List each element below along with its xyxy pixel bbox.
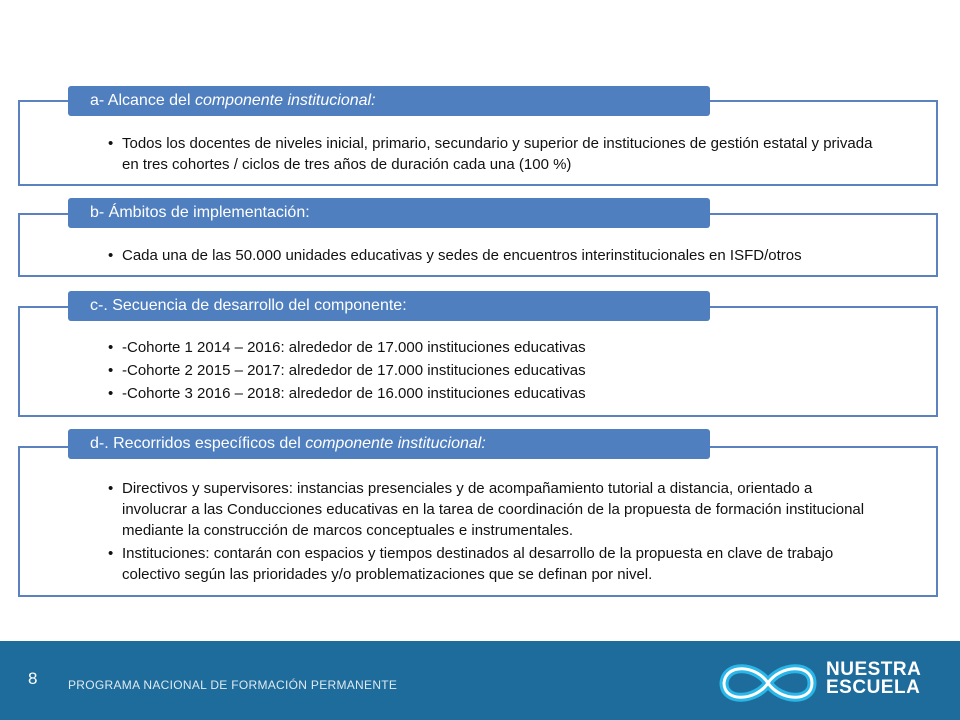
- list-item: • -Cohorte 3 2016 – 2018: alrededor de 16.000 instituciones educativas: [104, 383, 876, 404]
- section-c-box: [18, 306, 938, 417]
- section-a-list: [104, 133, 876, 175]
- list-item: • Instituciones: contarán con espacios y tiempos destinados al desarrollo de la propuesta en clave de trabajo colectivo según las prioridades y/o problematizaciones que se definan por nivel.: [104, 543, 876, 585]
- list-item: • -Cohorte 2 2015 – 2017: alrededor de 17.000 instituciones educativas: [104, 360, 876, 381]
- section-a-header-text: a- Alcance del: [90, 92, 195, 109]
- list-item: • Directivos y supervisores: instancias presenciales y de acompañamiento tutorial a distancia, orientado a involucrar a las Conducciones educativas en la tarea de coordinación de la propuesta de formación institucional mediante la construcción de marcos conceptuales e instrumentales.: [104, 478, 876, 541]
- section-d-list: [104, 478, 876, 585]
- infinity-icon: [716, 655, 820, 716]
- list-item: • Todos los docentes de niveles inicial, primario, secundario y superior de instituciones de gestión estatal y privada en tres cohortes / ciclos de tres años de duración cada una (100 %): [104, 133, 876, 175]
- section-b-list: [104, 245, 876, 266]
- logo-line-1: NUESTRA: [826, 659, 922, 680]
- page-number: 8: [28, 669, 38, 688]
- list-item: • Cada una de las 50.000 unidades educativas y sedes de encuentros interinstitucionales en ISFD/otros: [104, 245, 876, 266]
- section-d-box: [18, 446, 938, 597]
- logo-line-2: ESCUELA: [826, 677, 921, 698]
- list-item: • -Cohorte 1 2014 – 2016: alrededor de 17.000 instituciones educativas: [104, 337, 876, 358]
- logo-text: [826, 661, 921, 697]
- section-d-header: [68, 429, 710, 459]
- section-a-header: [68, 86, 710, 116]
- section-c-header-text: c-. Secuencia de desarrollo del componente:: [90, 297, 407, 314]
- section-a-header-italic: componente institucional:: [194, 92, 376, 109]
- section-c-header: [68, 291, 710, 321]
- section-b-header-text: b- Ámbitos de implementación:: [90, 204, 310, 221]
- section-d-header-text: d-. Recorridos específicos del: [90, 435, 306, 452]
- program-title: PROGRAMA NACIONAL DE FORMACIÓN PERMANENTE: [68, 678, 398, 692]
- footer-bar: [0, 641, 960, 720]
- section-d-header-italic: componente institucional:: [305, 435, 486, 452]
- section-b-header: [68, 198, 710, 228]
- section-c-list: [104, 337, 876, 404]
